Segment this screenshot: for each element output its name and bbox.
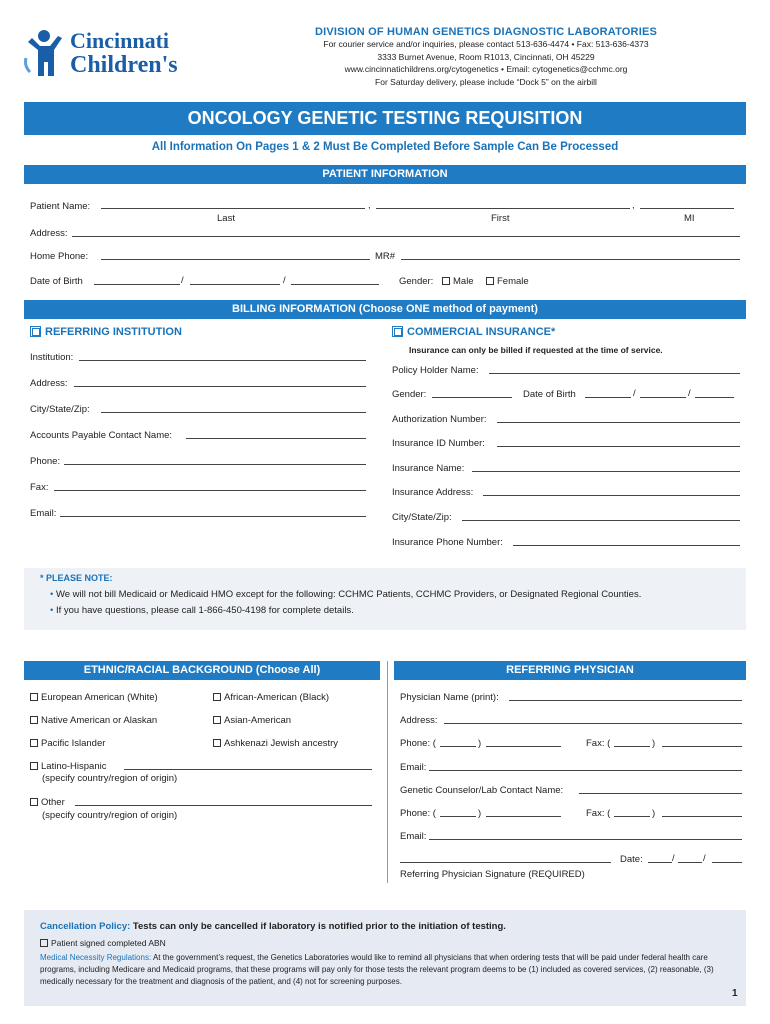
ashkenazi-option[interactable]	[213, 738, 338, 749]
home-phone-label: Home Phone:	[30, 251, 89, 262]
signature-date-day-field[interactable]	[678, 862, 702, 863]
other-origin-field[interactable]	[75, 805, 372, 806]
institution-address-label: Address:	[30, 378, 68, 389]
logo-text-bottom: Children's	[70, 52, 178, 78]
child-figure-icon	[22, 28, 66, 82]
insurance-name-field[interactable]	[472, 471, 740, 472]
female-option[interactable]	[486, 276, 529, 287]
physician-name-label: Physician Name (print):	[400, 692, 499, 703]
counselor-email-field[interactable]	[429, 839, 742, 840]
physician-fax-area-field[interactable]	[614, 746, 650, 747]
please-note-box	[24, 568, 746, 630]
cincinnati-childrens-logo	[22, 26, 202, 82]
dob-label: Date of Birth	[30, 276, 83, 287]
european-label: European American (White)	[41, 692, 158, 703]
pacific-label: Pacific Islander	[41, 738, 106, 749]
counselor-fax-field[interactable]	[662, 816, 742, 817]
address-line: 3333 Burnet Avenue, Room R1013, Cincinnati, OH 45229	[377, 51, 595, 62]
physician-address-field[interactable]	[444, 723, 742, 724]
institution-email-label: Email:	[30, 508, 57, 519]
institution-email-field[interactable]	[60, 516, 366, 517]
ap-contact-label: Accounts Payable Contact Name:	[30, 430, 173, 441]
patient-address-label: Address:	[30, 228, 68, 239]
insurance-note: Insurance can only be billed if requested at the time of service.	[409, 345, 663, 355]
asian-checkbox[interactable]	[213, 716, 221, 724]
african-label: African-American (Black)	[224, 692, 330, 703]
female-checkbox[interactable]	[486, 277, 494, 285]
counselor-label: Genetic Counselor/Lab Contact Name:	[400, 785, 564, 796]
dob-year-field[interactable]	[291, 284, 379, 285]
contact-line: For courier service and/or inquiries, please contact 513-636-4474 • Fax: 513-636-4373	[323, 39, 649, 49]
completion-notice: All Information On Pages 1 & 2 Must Be Completed Before Sample Can Be Processed	[151, 141, 619, 153]
abn-option[interactable]	[40, 938, 166, 948]
holder-dob-month-field[interactable]	[585, 397, 631, 398]
physician-email-label: Email:	[400, 762, 427, 773]
insurance-address-field[interactable]	[483, 495, 740, 496]
holder-gender-label: Gender:	[392, 389, 427, 400]
billing-information-header: BILLING INFORMATION (Choose ONE method of payment)	[24, 300, 746, 319]
institution-fax-label: Fax:	[30, 482, 49, 493]
policy-holder-label: Policy Holder Name:	[392, 365, 479, 376]
abn-checkbox[interactable]	[40, 939, 48, 947]
insurance-phone-label: Insurance Phone Number:	[392, 537, 503, 548]
native-checkbox[interactable]	[30, 716, 38, 724]
medical-necessity-text: At the government’s request, the Genetics Laboratories would like to remind all physicians that when ordering tests that will be paid under federal health care programs, including Medicare and Medicaid programs, that these programs will pay only for those tests the relevant program deems to be (1) included as covered services, (2) reasonable, (3) medically necessary for the treatment and diagnosis of the patient, and (4) not for screening purposes.	[40, 953, 714, 986]
lab-header	[214, 26, 758, 88]
note-bullet-2: • If you have questions, please call 1-866-450-4198 for complete details.	[50, 605, 354, 616]
phone-paren: )	[478, 738, 482, 749]
form-title: ONCOLOGY GENETIC TESTING REQUISITION	[24, 102, 746, 135]
african-option[interactable]	[213, 692, 329, 703]
referring-institution-option[interactable]	[30, 326, 182, 338]
institution-phone-field[interactable]	[64, 464, 366, 465]
signature-date-year-field[interactable]	[712, 862, 742, 863]
latino-option[interactable]	[30, 761, 106, 772]
physician-phone-area-field[interactable]	[440, 746, 476, 747]
latino-origin-field[interactable]	[124, 769, 372, 770]
physician-email-field[interactable]	[429, 770, 742, 771]
patient-mi-field[interactable]	[640, 208, 734, 209]
dob-month-field[interactable]	[94, 284, 180, 285]
counselor-phone-label: Phone: (	[400, 808, 436, 819]
signature-caption: Referring Physician Signature (REQUIRED)	[400, 869, 585, 880]
native-option[interactable]	[30, 715, 157, 726]
ethnic-background-header: ETHNIC/RACIAL BACKGROUND (Choose All)	[24, 661, 380, 680]
home-phone-field[interactable]	[101, 259, 370, 260]
referring-physician-header: REFERRING PHYSICIAN	[394, 661, 746, 680]
institution-phone-label: Phone:	[30, 456, 61, 467]
note-bullet-2-text: If you have questions, please call 1-866-450-4198 for complete details.	[55, 605, 354, 616]
referring-institution-label: REFERRING INSTITUTION	[45, 326, 182, 338]
saturday-delivery-line: For Saturday delivery, please include “Dock 5” on the airbill	[375, 76, 597, 87]
logo-text-top: Cincinnati	[70, 28, 170, 53]
holder-gender-field[interactable]	[432, 397, 512, 398]
authorization-label: Authorization Number:	[392, 414, 487, 425]
physician-signature-field[interactable]	[400, 862, 611, 863]
authorization-field[interactable]	[497, 422, 740, 423]
physician-name-field[interactable]	[509, 700, 742, 701]
signature-date-label: Date:	[620, 854, 643, 865]
institution-fax-field[interactable]	[54, 490, 366, 491]
european-checkbox[interactable]	[30, 693, 38, 701]
pacific-option[interactable]	[30, 738, 105, 749]
african-checkbox[interactable]	[213, 693, 221, 701]
cancellation-box	[24, 910, 746, 1006]
counselor-fax-label: Fax: (	[586, 808, 611, 819]
insurance-id-field[interactable]	[497, 446, 740, 447]
holder-dob-label: Date of Birth	[523, 389, 576, 400]
cancellation-policy	[40, 921, 506, 932]
institution-label: Institution:	[30, 352, 74, 363]
phone2-paren: )	[478, 808, 482, 819]
patient-name-label: Patient Name:	[30, 201, 91, 212]
physician-fax-label: Fax: (	[586, 738, 611, 749]
pacific-checkbox[interactable]	[30, 739, 38, 747]
fax-paren: )	[652, 738, 656, 749]
policy-holder-field[interactable]	[489, 373, 740, 374]
insurance-address-label: Insurance Address:	[392, 487, 474, 498]
native-label: Native American or Alaskan	[41, 715, 158, 726]
insurance-phone-field[interactable]	[513, 545, 740, 546]
please-note-title: * PLEASE NOTE:	[40, 573, 113, 583]
insurance-name-label: Insurance Name:	[392, 463, 465, 474]
physician-phone-field[interactable]	[486, 746, 561, 747]
note-bullet-1: • We will not bill Medicaid or Medicaid HMO except for the following: CCHMC Patients, CCHMC Providers, or Designated Regional Counties.	[50, 589, 642, 600]
latino-label: Latino-Hispanic	[41, 761, 107, 772]
mi-caption: MI	[684, 213, 695, 224]
physician-phone-label: Phone: (	[400, 738, 436, 749]
page-number: 1	[732, 988, 738, 999]
male-option[interactable]	[442, 276, 474, 287]
institution-address-field[interactable]	[74, 386, 366, 387]
note-bullet-1-text: We will not bill Medicaid or Medicaid HMO except for the following: CCHMC Patients, CCHMC Providers, or Designated Regional Counties.	[55, 589, 642, 600]
patient-information-header: PATIENT INFORMATION	[24, 165, 746, 184]
european-option[interactable]	[30, 692, 158, 703]
holder-dob-year-field[interactable]	[695, 397, 734, 398]
column-divider	[387, 661, 388, 883]
asian-option[interactable]	[213, 715, 291, 726]
other-label: Other	[41, 797, 65, 808]
commercial-insurance-label: COMMERCIAL INSURANCE*	[407, 326, 556, 338]
signature-date-month-field[interactable]	[648, 862, 672, 863]
referring-institution-checkbox[interactable]	[30, 326, 41, 337]
ashkenazi-label: Ashkenazi Jewish ancestry	[224, 738, 339, 749]
patient-last-name-field[interactable]	[101, 208, 365, 209]
dob-day-field[interactable]	[190, 284, 280, 285]
institution-field[interactable]	[79, 360, 366, 361]
counselor-email-label: Email:	[400, 831, 427, 842]
physician-fax-field[interactable]	[662, 746, 742, 747]
patient-address-field[interactable]	[72, 236, 740, 237]
counselor-phone-area-field[interactable]	[440, 816, 476, 817]
insurance-city-field[interactable]	[462, 520, 740, 521]
counselor-phone-field[interactable]	[486, 816, 561, 817]
commercial-insurance-checkbox[interactable]	[392, 326, 403, 337]
latino-checkbox[interactable]	[30, 762, 38, 770]
mr-label: MR#	[375, 251, 396, 262]
mr-field[interactable]	[401, 259, 740, 260]
ashkenazi-checkbox[interactable]	[213, 739, 221, 747]
cancellation-policy-text: Tests can only be cancelled if laboratory is notified prior to the initiation of testing.	[132, 921, 506, 932]
asian-label: Asian-American	[224, 715, 292, 726]
female-label: Female	[497, 276, 529, 287]
medical-necessity	[40, 952, 730, 988]
patient-first-name-field[interactable]	[376, 208, 630, 209]
division-title: DIVISION OF HUMAN GENETICS DIAGNOSTIC LABORATORIES	[314, 26, 658, 38]
abn-label: Patient signed completed ABN	[51, 938, 166, 948]
last-caption: Last	[217, 213, 235, 224]
insurance-id-label: Insurance ID Number:	[392, 438, 485, 449]
insurance-city-label: City/State/Zip:	[392, 512, 452, 523]
ap-contact-field[interactable]	[186, 438, 366, 439]
other-checkbox[interactable]	[30, 798, 38, 806]
commercial-insurance-option[interactable]	[392, 326, 555, 338]
other-origin-caption: (specify country/region of origin)	[42, 810, 178, 821]
holder-dob-day-field[interactable]	[640, 397, 686, 398]
institution-city-label: City/State/Zip:	[30, 404, 90, 415]
male-label: Male	[453, 276, 474, 287]
first-caption: First	[491, 213, 510, 224]
gender-label: Gender:	[399, 276, 434, 287]
male-checkbox[interactable]	[442, 277, 450, 285]
medical-necessity-label: Medical Necessity Regulations:	[40, 953, 152, 962]
counselor-fax-area-field[interactable]	[614, 816, 650, 817]
other-option[interactable]	[30, 797, 65, 808]
institution-city-field[interactable]	[101, 412, 366, 413]
web-email-line: www.cincinnatichildrens.org/cytogenetics • Email: cytogenetics@cchmc.org	[344, 64, 628, 74]
latino-origin-caption: (specify country/region of origin)	[42, 773, 178, 784]
fax2-paren: )	[652, 808, 656, 819]
physician-address-label: Address:	[400, 715, 438, 726]
cancellation-policy-label: Cancellation Policy:	[40, 921, 131, 932]
counselor-field[interactable]	[579, 793, 742, 794]
